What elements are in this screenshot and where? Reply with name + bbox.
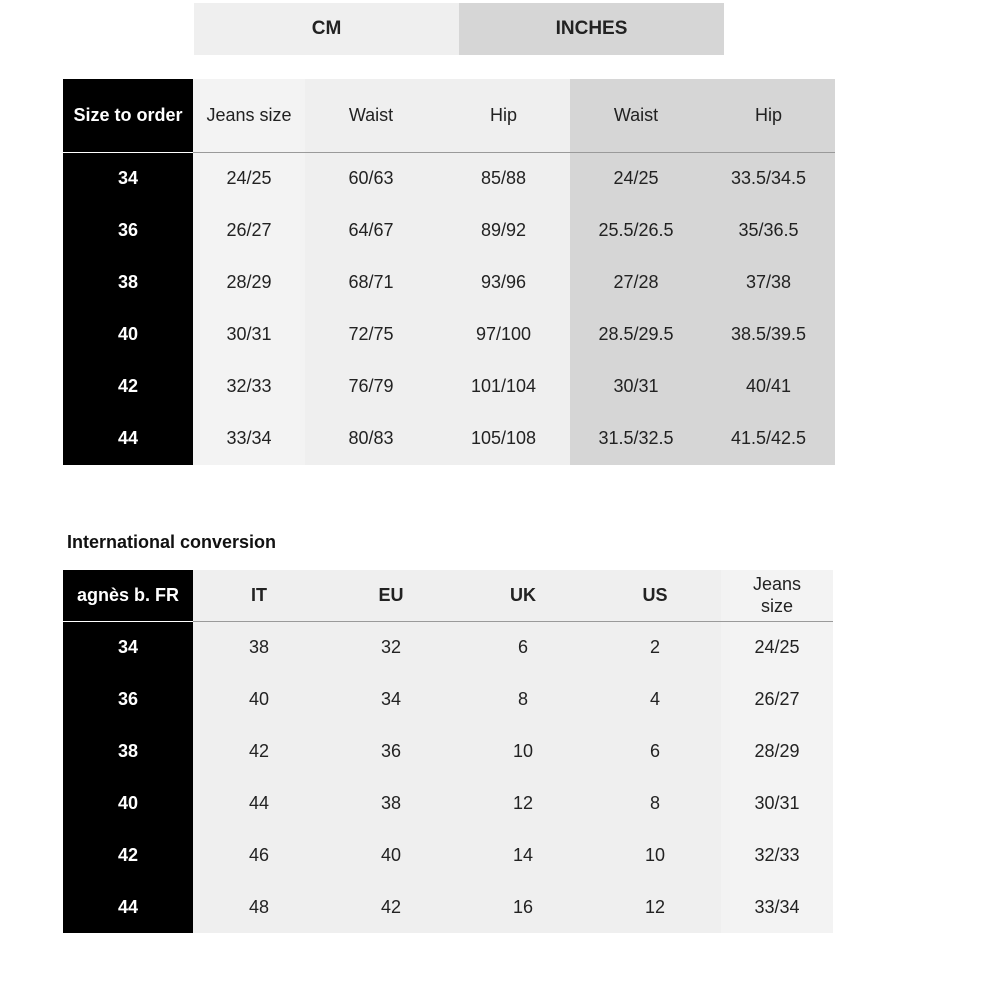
header-eu: EU	[378, 584, 404, 605]
hip-cm-cell: 105/108	[470, 428, 537, 449]
fr-size-cell: 42	[117, 845, 139, 866]
hip-inches-cell: 40/41	[745, 376, 792, 397]
it-cell: 44	[248, 793, 270, 814]
hip-inches-cell: 35/36.5	[738, 220, 799, 241]
it-cell: 46	[248, 845, 270, 866]
jeans-size-cell: 26/27	[226, 220, 272, 241]
waist-inches-cell: 30/31	[613, 376, 659, 397]
size-cell: 44	[117, 428, 139, 449]
header-waist-inches: Waist	[613, 104, 659, 125]
size-cell: 36	[117, 220, 139, 241]
it-cell: 48	[248, 896, 270, 917]
fr-size-cell: 40	[117, 793, 139, 814]
size-table	[63, 79, 835, 465]
eu-cell: 32	[380, 637, 402, 658]
hip-cm-cell: 93/96	[480, 272, 527, 293]
tab-cm[interactable]: CM	[194, 3, 459, 55]
waist-inches-cell: 25.5/26.5	[598, 220, 674, 241]
hip-cm-cell: 85/88	[480, 168, 527, 189]
hip-inches-cell: 37/38	[745, 272, 792, 293]
uk-cell: 10	[512, 741, 534, 762]
waist-cm-cell: 76/79	[348, 376, 394, 397]
eu-cell: 34	[380, 689, 402, 710]
header-agnes-fr: agnès b. FR	[76, 584, 179, 605]
eu-cell: 38	[380, 793, 402, 814]
jeans-size-cell: 33/34	[226, 428, 272, 449]
waist-inches-cell: 31.5/32.5	[598, 428, 674, 449]
header-hip-cm: Hip	[489, 104, 517, 125]
us-cell: 8	[649, 793, 660, 814]
jeans-size-cell: 26/27	[754, 689, 800, 710]
jeans-size-cell: 32/33	[226, 376, 272, 397]
hip-cm-cell: 101/104	[470, 376, 537, 397]
hip-inches-cell: 38.5/39.5	[730, 324, 807, 345]
fr-size-cell: 34	[117, 637, 139, 658]
waist-inches-cell: 24/25	[613, 168, 659, 189]
size-cell: 40	[117, 324, 139, 345]
us-cell: 2	[649, 637, 660, 658]
uk-cell: 14	[512, 845, 534, 866]
hip-inches-cell: 41.5/42.5	[730, 428, 807, 449]
jeans-size-cell: 28/29	[226, 272, 272, 293]
eu-cell: 42	[380, 896, 402, 917]
header-jeans-size: Jeans size	[752, 573, 802, 616]
us-cell: 10	[644, 845, 666, 866]
header-uk: UK	[510, 584, 536, 605]
jeans-size-cell: 32/33	[754, 845, 800, 866]
it-cell: 38	[248, 637, 270, 658]
uk-cell: 6	[517, 637, 528, 658]
uk-cell: 12	[512, 793, 534, 814]
jeans-size-cell: 28/29	[754, 741, 800, 762]
us-cell: 6	[649, 741, 660, 762]
header-us: US	[642, 584, 668, 605]
waist-cm-cell: 64/67	[348, 220, 394, 241]
jeans-size-cell: 30/31	[754, 793, 800, 814]
hip-cm-cell: 97/100	[475, 324, 532, 345]
header-waist-cm: Waist	[348, 104, 394, 125]
us-cell: 12	[644, 896, 666, 917]
waist-inches-cell: 28.5/29.5	[598, 324, 674, 345]
size-cell: 38	[117, 272, 139, 293]
header-jeans-size: Jeans size	[206, 104, 292, 125]
conversion-title: International conversion	[67, 532, 277, 552]
eu-cell: 40	[380, 845, 402, 866]
jeans-size-cell: 33/34	[754, 896, 800, 917]
it-cell: 42	[248, 741, 270, 762]
waist-cm-cell: 80/83	[348, 428, 394, 449]
us-cell: 4	[649, 689, 660, 710]
eu-cell: 36	[380, 741, 402, 762]
waist-cm-cell: 60/63	[348, 168, 394, 189]
header-size-to-order: Size to order	[73, 104, 183, 125]
hip-cm-cell: 89/92	[480, 220, 527, 241]
jeans-size-cell: 30/31	[226, 324, 272, 345]
uk-cell: 8	[517, 689, 528, 710]
size-cell: 42	[117, 376, 139, 397]
fr-size-cell: 38	[117, 741, 139, 762]
waist-inches-cell: 27/28	[613, 272, 659, 293]
tab-inches[interactable]: INCHES	[459, 3, 724, 55]
fr-size-cell: 36	[117, 689, 139, 710]
waist-cm-cell: 68/71	[348, 272, 394, 293]
jeans-size-cell: 24/25	[226, 168, 272, 189]
header-it: IT	[251, 584, 267, 605]
waist-cm-cell: 72/75	[348, 324, 394, 345]
hip-inches-cell: 33.5/34.5	[730, 168, 807, 189]
it-cell: 40	[248, 689, 270, 710]
jeans-size-cell: 24/25	[754, 637, 800, 658]
conversion-table	[63, 570, 833, 933]
size-cell: 34	[117, 168, 139, 189]
fr-size-cell: 44	[117, 896, 139, 917]
header-hip-inches: Hip	[754, 104, 782, 125]
uk-cell: 16	[512, 896, 534, 917]
